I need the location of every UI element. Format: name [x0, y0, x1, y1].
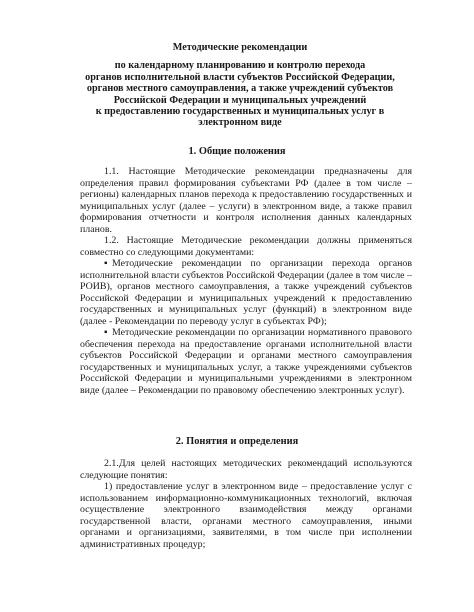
title-line: Российской Федерации и муниципальных учреждений — [113, 94, 367, 106]
title-line: органов местного самоуправления, а также учреждений субъектов — [86, 83, 394, 95]
paragraph-1-1: 1.1. Настоящие Методические рекомендации предназначены для определения правил формирования субъектами РФ (далее в том числе – регионы) календарных планов перехода к предоставлению государственных и муниципальных услуг (далее – услуги) в электронном виде, а также правил формирования отчетности и контроля исполнения данных календарных планов. — [80, 166, 412, 235]
title-line: электронном виде — [198, 117, 282, 129]
document-title — [60, 42, 420, 129]
list-item — [80, 327, 412, 396]
bullet-icon: ▪ — [104, 258, 108, 269]
list-item-text: Методические рекомендации по организации нормативного правового обеспечения перехода на предоставление органами исполнительной власти субъектов Российской Федерации и органами местного самоуправления государственных и муниципальных услуг, а также учреждениями субъектов Российской Федерации и муниципальными учреждениями в электронном виде (далее – Рекомендации по правовому обеспечению электронных услуг). — [80, 327, 412, 396]
paragraph-1-2: 1.2. Настоящие Методические рекомендации должны применяться совместно со следующими документами: — [80, 235, 412, 258]
title-main: Методические рекомендации — [172, 42, 308, 53]
section-2-heading: 2. Понятия и определения — [175, 436, 299, 447]
section-2-body — [80, 458, 412, 550]
title-line: к предоставлению государственных и муниципальных услуг в — [95, 106, 385, 118]
section-1-body — [80, 166, 412, 396]
paragraph-2-1: 2.1.Для целей настоящих методических рекомендаций используются следующие понятия: — [80, 458, 412, 481]
list-item-text: Методические рекомендации по организации перехода органов исполнительной власти субъектов Российской Федерации (далее в том числе – РОИВ), органов местного самоуправления, а также учреждений субъектов Российской Федерации и муниципальных учреждений к предоставлению государственных и муниципальных услуг (функций) в электронном виде (далее - Рекомендации по переводу услуг в субъектах РФ); — [80, 258, 412, 327]
section-1-heading: 1. Общие положения — [188, 146, 286, 157]
title-line: органов исполнительной власти субъектов Российской Федерации, — [85, 71, 395, 83]
title-line: по календарному планированию и контролю перехода — [114, 60, 366, 72]
bullet-icon: ▪ — [104, 327, 108, 338]
list-item — [80, 258, 412, 327]
paragraph-2-1-item-1: 1) предоставление услуг в электронном виде – предоставление услуг с использованием информационно-коммуникационных технологий, включая осуществление электронного взаимодействия между органами государственной власти, органами местного самоуправления, иными органами и организациями, заявителями, в том числе при исполнении административных процедур; — [80, 481, 412, 550]
